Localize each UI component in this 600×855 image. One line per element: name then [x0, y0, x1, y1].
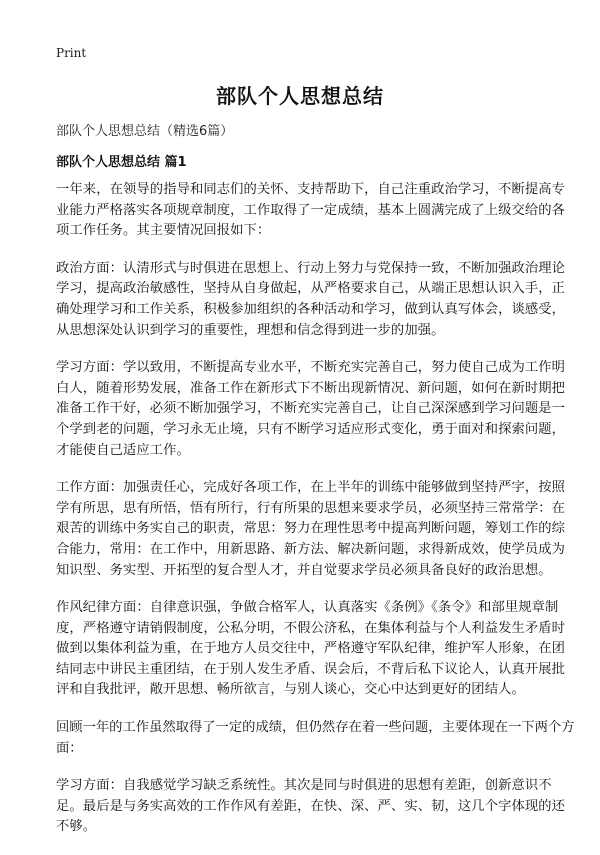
paragraph-shortcomings: 学习方面：自我感觉学习缺乏系统性。其次是同与时俱进的思想有差距，创新意识不足。最后是与务实高效的工作作风有差距，在快、深、严、实、韧，这几个字体现的还不够。: [56, 778, 566, 835]
document-subtitle: 部队个人思想总结（精选6篇）: [56, 124, 234, 139]
paragraph-review: 回顾一年的工作虽然取得了一定的成绩，但仍然存在着一些问题，主要体现在一下两个方面：: [56, 720, 575, 756]
document-title: 部队个人思想总结: [216, 84, 384, 108]
print-link[interactable]: Print: [56, 46, 87, 60]
document-body: [56, 180, 576, 855]
paragraph-politics: 政治方面：认清形式与时俱进在思想上、行动上努力与党保持一致，不断加强政治理论学习，提高政治敏感性，坚持从自身做起，从严格要求自己，从端正思想认识入手，正确处理学习和工作关系，积极参加组织的各种活动和学习，做到认真写体会，谈感受，从思想深处认识到学习的重要性，理想和信念得到进一步的加强。: [56, 260, 566, 338]
paragraph-intro: 一年来，在领导的指导和同志们的关怀、支持帮助下，自己注重政治学习，不断提高专业能力严格落实各项规章制度，工作取得了一定成绩，基本上圆满完成了上级交给的各项工作任务。其主要情况回报如下：: [56, 182, 566, 239]
section-heading: 部队个人思想总结 篇1: [56, 155, 187, 170]
paragraph-discipline: 作风纪律方面：自律意识强，争做合格军人，认真落实《条例》《条令》和部里规章制度，严格遵守请销假制度，公私分明，不假公济私，在集体利益与个人利益发生矛盾时做到以集体利益为重，在于地方人员交往中，严格遵守军队纪律，维护军人形象，在团结同志中讲民主重团结，在于别人发生矛盾、误会后，不背后私下议论人，认真开展批评和自我批评，敞开思想、畅所欲言，与别人谈心，交心中达到更好的团结人。: [56, 600, 566, 698]
paragraph-work: 工作方面：加强责任心，完成好各项工作，在上半年的训练中能够做到坚持严字，按照学有所思，思有所悟，悟有所行，行有所果的思想来要求学员，必须坚持三常常学：在艰苦的训练中务实自己的职责，常思：努力在理性思考中提高判断问题，筹划工作的综合能力，常用：在工作中，用新思路、新方法、解决新问题，求得新成效，使学员成为知识型、务实型、开拓型的复合型人才，并自觉要求学员必须具备良好的政治思想。: [56, 480, 566, 578]
paragraph-study: 学习方面：学以致用，不断提高专业水平，不断充实完善自己，努力使自己成为工作明白人，随着形势发展，准备工作在新形式下不断出现新情况、新问题，如何在新时期把准备工作干好，必须不断加强学习，不断充实完善自己，让自己深深感到学习问题是一个学到老的问题，学习永无止境，只有不断学习适应形式变化，勇于面对和探索问题，才能使自己适应工作。: [56, 360, 566, 458]
